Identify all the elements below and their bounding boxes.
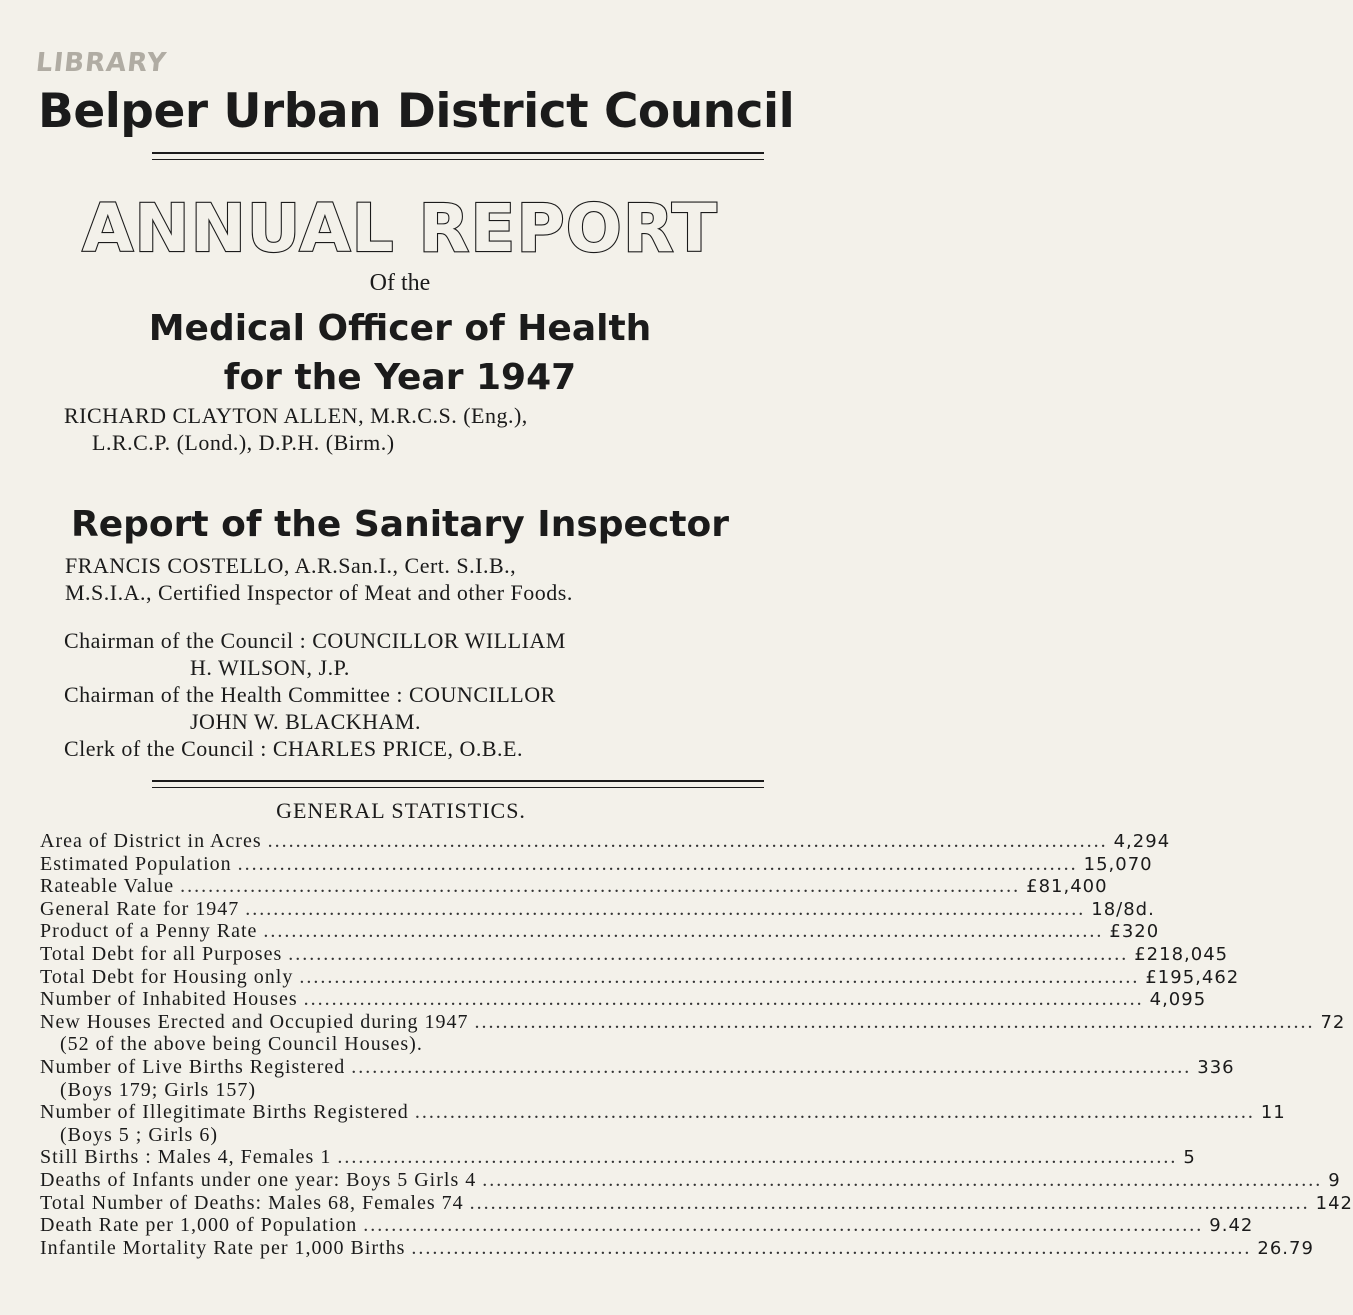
- statistics-row: [40, 897, 1155, 921]
- statistics-row: [40, 1168, 1341, 1192]
- statistics-row: [40, 988, 1207, 1011]
- statistics-label: Number of Live Births Registered: [40, 1055, 346, 1078]
- leader-dots: ........................................................................................................................: [411, 1236, 1252, 1259]
- clerk-line: Clerk of the Council : CHARLES PRICE, O.B.E.: [64, 736, 523, 761]
- leader-dots: ........................................................................................................................: [474, 1010, 1315, 1033]
- statistics-label: Rateable Value: [40, 875, 175, 898]
- statistics-value: 72: [1320, 1011, 1346, 1033]
- of-the-text: Of the: [369, 270, 431, 296]
- statistics-label: Still Births : Males 4, Females 1: [40, 1146, 332, 1169]
- statistics-row: [40, 1236, 1314, 1260]
- council-name: Belper Urban District Council: [38, 84, 795, 139]
- leader-dots: ........................................................................................................................: [469, 1191, 1310, 1214]
- leader-dots: ........................................................................................................................: [237, 852, 1078, 875]
- statistics-value: 336: [1197, 1056, 1235, 1078]
- statistics-label: Number of Illegitimate Births Registered: [40, 1101, 409, 1124]
- moh-heading: Medical Officer of Health: [148, 308, 652, 349]
- statistics-label: New Houses Erected and Occupied during 1947: [40, 1010, 469, 1033]
- statistics-label: Area of District in Acres: [40, 830, 262, 852]
- leader-dots: ........................................................................................................................: [363, 1214, 1204, 1237]
- statistics-row: [40, 1214, 1254, 1237]
- chairman-health-line-2: JOHN W. BLACKHAM.: [190, 709, 421, 734]
- statistics-value: £81,400: [1026, 876, 1108, 898]
- statistics-value: 5: [1183, 1147, 1196, 1169]
- statistics-label: General Rate for 1947: [40, 897, 240, 920]
- leader-dots: ........................................................................................................................: [337, 1146, 1178, 1169]
- sanitary-inspector-heading: Report of the Sanitary Inspector: [71, 504, 729, 545]
- leader-dots: ........................................................................................................................: [351, 1055, 1192, 1078]
- statistics-row: [40, 1101, 1286, 1124]
- statistics-row: [40, 920, 1160, 943]
- inspector-credentials-line-2: M.S.I.A., Certified Inspector of Meat and other Foods.: [65, 580, 573, 605]
- statistics-value: 9.42: [1209, 1215, 1254, 1237]
- statistics-value: 142: [1315, 1192, 1353, 1214]
- statistics-value: £320: [1109, 921, 1160, 943]
- chairman-council-line-1: Chairman of the Council : COUNCILLOR WILLIAM: [64, 628, 566, 653]
- chairman-health-line-1: Chairman of the Health Committee : COUNCILLOR: [64, 682, 556, 707]
- inspector-credentials-line-1: FRANCIS COSTELLO, A.R.San.I., Cert. S.I.B.,: [65, 553, 517, 578]
- statistics-row: [40, 1010, 1346, 1034]
- statistics-list: [40, 830, 1353, 1259]
- statistics-label: Product of a Penny Rate: [40, 920, 258, 943]
- statistics-note: (52 of the above being Council Houses).: [60, 1033, 423, 1056]
- library-stamp: LIBRARY: [34, 48, 169, 78]
- statistics-row: [40, 1191, 1353, 1215]
- general-statistics: [40, 798, 1353, 1259]
- leader-dots: ........................................................................................................................: [482, 1168, 1323, 1191]
- statistics-value: £195,462: [1145, 966, 1240, 988]
- statistics-note: (Boys 179; Girls 157): [60, 1078, 256, 1101]
- statistics-title: GENERAL STATISTICS.: [276, 798, 526, 823]
- statistics-label: Total Debt for all Purposes: [40, 942, 283, 965]
- statistics-value: 18/8d.: [1091, 898, 1155, 920]
- leader-dots: ........................................................................................................................: [303, 988, 1144, 1011]
- divider-mid-thin: [152, 787, 764, 788]
- statistics-row: [40, 852, 1153, 876]
- statistics-value: 15,070: [1083, 853, 1153, 875]
- leader-dots: ........................................................................................................................: [267, 830, 1108, 852]
- statistics-row: [40, 830, 1171, 853]
- statistics-note: (Boys 5 ; Girls 6): [60, 1123, 218, 1146]
- statistics-label: Number of Inhabited Houses: [40, 988, 298, 1011]
- statistics-label: Infantile Mortality Rate per 1,000 Births: [40, 1236, 406, 1259]
- statistics-value: £218,045: [1134, 943, 1229, 965]
- report-title: ANNUAL REPORT: [82, 190, 718, 267]
- annual-report-banner: [0, 190, 800, 267]
- moh-credentials-line-2: L.R.C.P. (Lond.), D.P.H. (Birm.): [92, 430, 395, 455]
- statistics-row: [40, 875, 1108, 898]
- chairman-council-line-2: H. WILSON, J.P.: [190, 655, 350, 680]
- leader-dots: ........................................................................................................................: [288, 942, 1129, 965]
- statistics-value: 4,294: [1113, 831, 1171, 852]
- leader-dots: ........................................................................................................................: [299, 965, 1140, 988]
- moh-credentials-line-1: RICHARD CLAYTON ALLEN, M.R.C.S. (Eng.),: [64, 403, 528, 428]
- divider-top-thin: [152, 159, 764, 160]
- leader-dots: ........................................................................................................................: [245, 897, 1086, 920]
- statistics-label: Deaths of Infants under one year: Boys 5 Girls 4: [40, 1168, 477, 1191]
- leader-dots: ........................................................................................................................: [180, 875, 1021, 898]
- statistics-row: [40, 942, 1229, 966]
- year-heading: for the Year 1947: [223, 357, 577, 398]
- statistics-value: 9: [1328, 1169, 1341, 1191]
- statistics-value: 11: [1260, 1102, 1286, 1124]
- divider-top-thick: [152, 152, 764, 154]
- statistics-row: [40, 965, 1240, 989]
- statistics-value: 26.79: [1257, 1237, 1314, 1259]
- statistics-label: Total Number of Deaths: Males 68, Females 74: [40, 1191, 464, 1214]
- statistics-value: 4,095: [1149, 989, 1207, 1011]
- divider-mid-thick: [152, 780, 764, 782]
- statistics-label: Total Debt for Housing only: [40, 965, 294, 988]
- leader-dots: ........................................................................................................................: [263, 920, 1104, 943]
- statistics-row: [40, 1146, 1196, 1169]
- statistics-label: Estimated Population: [40, 852, 232, 875]
- statistics-row: [40, 1055, 1235, 1079]
- leader-dots: ........................................................................................................................: [414, 1101, 1255, 1124]
- statistics-label: Death Rate per 1,000 of Population: [40, 1214, 358, 1237]
